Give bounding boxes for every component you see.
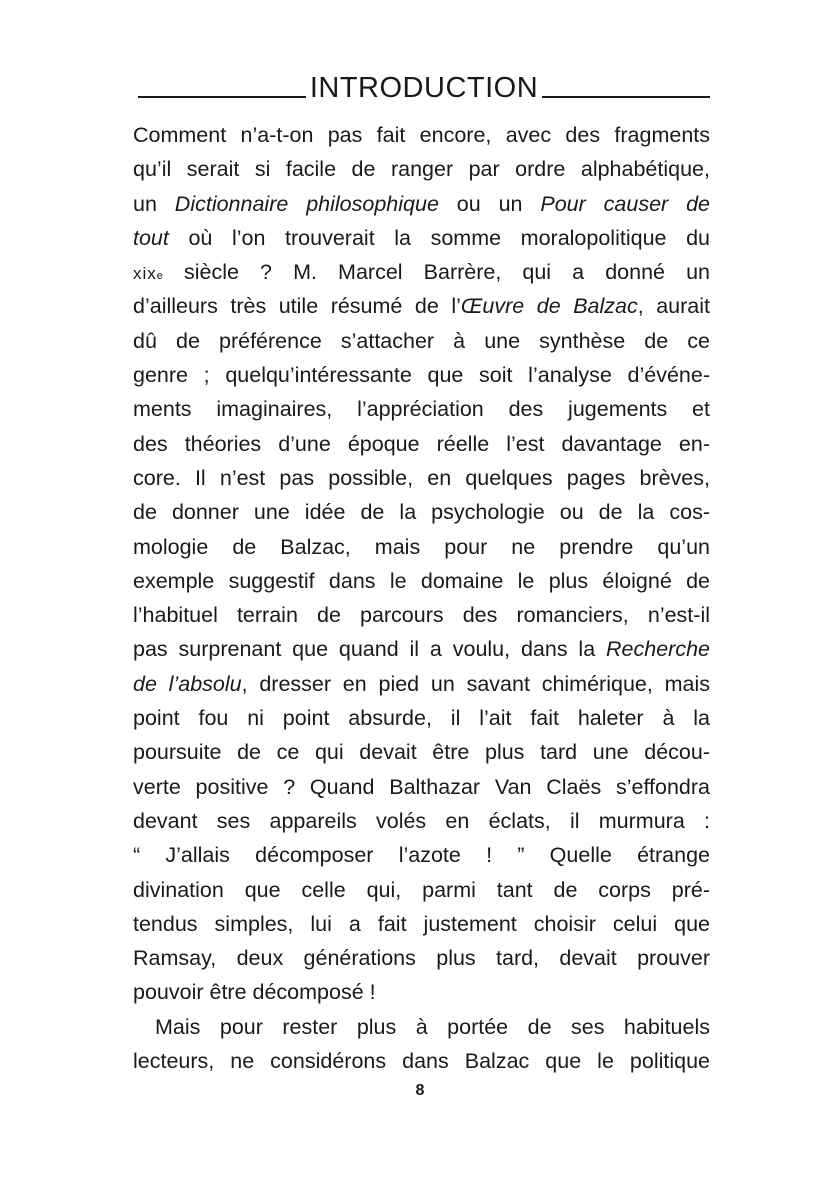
text-line (133, 152, 710, 186)
text-line (133, 1044, 710, 1078)
text-line (133, 187, 710, 221)
text-line (133, 838, 710, 872)
text-line (133, 324, 710, 358)
text-run: Ramsay, deux générations plus tard, devait prouver (133, 946, 710, 971)
text-run: verte positive ? Quand Balthazar Van Claës s’effondra (133, 774, 710, 799)
text-line (133, 495, 710, 529)
text-line (133, 598, 710, 632)
text-run: qu’il serait si facile de ranger par ordre alphabétique, (133, 157, 710, 182)
text-line (133, 975, 710, 1009)
text-line (133, 392, 710, 426)
text-run: lecteurs, ne considérons dans Balzac que le politique (133, 1049, 710, 1074)
text-line (133, 289, 710, 323)
text-run: ments imaginaires, l’appréciation des jugements et (133, 397, 710, 422)
italic-title: tout (133, 225, 169, 250)
text-run: dû de préférence s’attacher à une synthèse de ce (133, 328, 710, 353)
text-line (133, 907, 710, 941)
text-run: tendus simples, lui a fait justement choisir celui que (133, 911, 710, 936)
italic-title: Dictionnaire philosophique (174, 191, 439, 216)
italic-title: Recherche (606, 637, 710, 662)
text-run: où l’on trouverait la somme moralopolitique du (168, 225, 710, 250)
text-run: pas surprenant que quand il a voulu, dans la (133, 637, 607, 662)
text-line (133, 873, 710, 907)
text-run: xix (133, 264, 157, 284)
text-line (133, 221, 710, 255)
text-run: pouvoir être décomposé ! (133, 980, 376, 1005)
text-run: e (156, 270, 163, 283)
body-text (133, 118, 710, 1078)
text-line (133, 255, 710, 289)
text-line (133, 941, 710, 975)
text-run: siècle ? M. Marcel Barrère, qui a donné un (162, 260, 710, 285)
header-rule-left (138, 96, 306, 98)
text-run: mologie de Balzac, mais pour ne prendre qu’un (133, 534, 710, 559)
text-run: Mais pour rester plus à portée de ses habituels (155, 1014, 710, 1039)
text-line (133, 804, 710, 838)
text-line (133, 461, 710, 495)
text-run: , dresser en pied un savant chimérique, mais (241, 671, 710, 696)
text-line (133, 564, 710, 598)
page-number: 8 (415, 1082, 425, 1099)
text-line (133, 118, 710, 152)
italic-title: Pour causer de (540, 191, 710, 216)
text-run: , aurait (637, 294, 710, 319)
italic-title: Œuvre de Balzac (460, 294, 638, 319)
text-line (133, 427, 710, 461)
header-rule-right (542, 96, 710, 98)
text-run: des théories d’une époque réelle l’est davantage en- (133, 431, 710, 456)
text-run: un (133, 191, 175, 216)
text-run: devant ses appareils volés en éclats, il murmura : (133, 808, 710, 833)
running-header (138, 70, 710, 106)
text-run: divination que celle qui, parmi tant de corps pré- (133, 877, 710, 902)
header-title: INTRODUCTION (309, 72, 539, 104)
text-run: exemple suggestif dans le domaine le plus éloigné de (133, 568, 710, 593)
text-run: l’habituel terrain de parcours des romanciers, n’est-il (133, 603, 710, 628)
text-line (133, 530, 710, 564)
text-run: “ J’allais décomposer l’azote ! ” Quelle étrange (133, 843, 710, 868)
text-run: poursuite de ce qui devait être plus tard une décou- (133, 740, 710, 765)
text-run: genre ; quelqu’intéressante que soit l’analyse d’événe- (133, 363, 710, 388)
text-run: d’ailleurs très utile résumé de l’ (133, 294, 461, 319)
text-run: de donner une idée de la psychologie ou de la cos- (133, 500, 710, 525)
text-line (133, 1010, 710, 1044)
text-line (133, 701, 710, 735)
text-run: point fou ni point absurde, il l’ait fait haleter à la (133, 706, 710, 731)
italic-title: de l’absolu (133, 671, 242, 696)
text-line (133, 667, 710, 701)
text-line (133, 735, 710, 769)
text-line (133, 770, 710, 804)
text-line (133, 358, 710, 392)
text-line (133, 632, 710, 666)
text-run: core. Il n’est pas possible, en quelques pages brèves, (133, 465, 710, 490)
text-run: ou un (438, 191, 541, 216)
text-run: Comment n’a-t-on pas fait encore, avec des fragments (133, 123, 710, 147)
